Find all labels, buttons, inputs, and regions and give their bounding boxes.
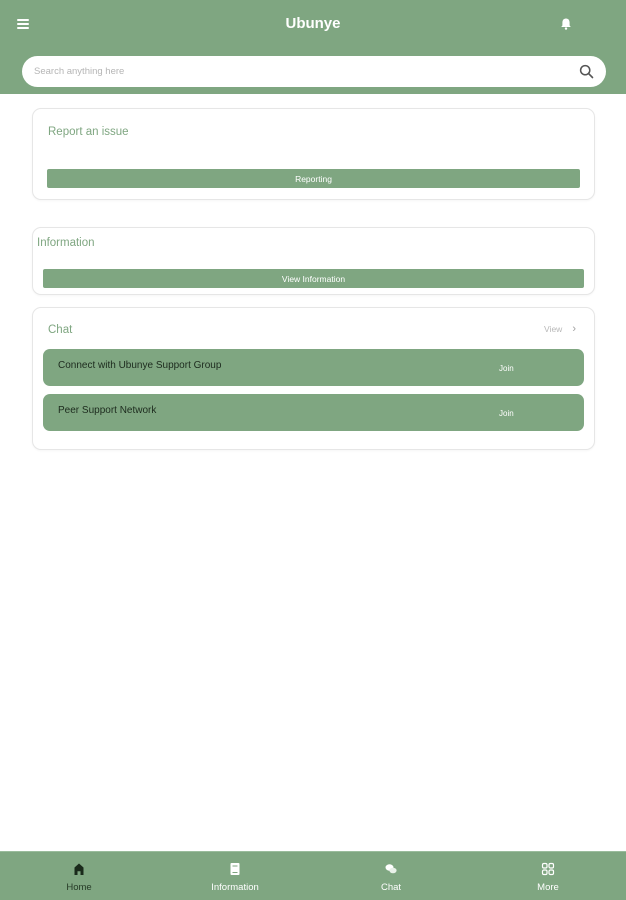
- nav-label: Information: [211, 882, 259, 893]
- information-card-title: Information: [37, 237, 95, 249]
- information-card: [32, 227, 595, 295]
- bell-icon[interactable]: [559, 17, 573, 31]
- nav-item-information[interactable]: [185, 852, 285, 900]
- nav-label: Chat: [380, 882, 402, 893]
- join-button[interactable]: Join: [499, 409, 514, 418]
- report-card-title: Report an issue: [48, 126, 129, 138]
- chat-group-item[interactable]: [43, 349, 584, 386]
- chat-group-item[interactable]: [43, 394, 584, 431]
- book-icon: [228, 862, 242, 876]
- search-input[interactable]: [34, 56, 554, 87]
- grid-icon: [541, 862, 555, 876]
- reporting-button[interactable]: Reporting: [47, 169, 580, 188]
- nav-label: Home: [66, 882, 92, 893]
- chat-group-name: Peer Support Network: [58, 405, 157, 416]
- nav-item-chat[interactable]: [341, 852, 441, 900]
- chat-group-name: Connect with Ubunye Support Group: [58, 360, 222, 371]
- home-icon: [72, 862, 86, 876]
- join-button[interactable]: Join: [499, 364, 514, 373]
- view-chats-link[interactable]: [544, 323, 576, 335]
- view-label: View: [544, 324, 563, 334]
- bottom-navigation: [0, 851, 626, 900]
- nav-item-more[interactable]: [498, 852, 598, 900]
- view-information-button[interactable]: View Information: [43, 269, 584, 288]
- chat-card-title: Chat: [48, 324, 73, 336]
- app-header: [0, 0, 626, 94]
- chat-bubbles-icon: [384, 862, 398, 876]
- chevron-right-icon: ›: [572, 323, 576, 335]
- nav-item-home[interactable]: [29, 852, 129, 900]
- chat-card: [32, 307, 595, 450]
- search-bar: [22, 56, 606, 87]
- page-title: Ubunye: [285, 15, 341, 32]
- nav-label: More: [537, 882, 559, 893]
- search-icon[interactable]: [579, 64, 594, 79]
- report-issue-card: [32, 108, 595, 200]
